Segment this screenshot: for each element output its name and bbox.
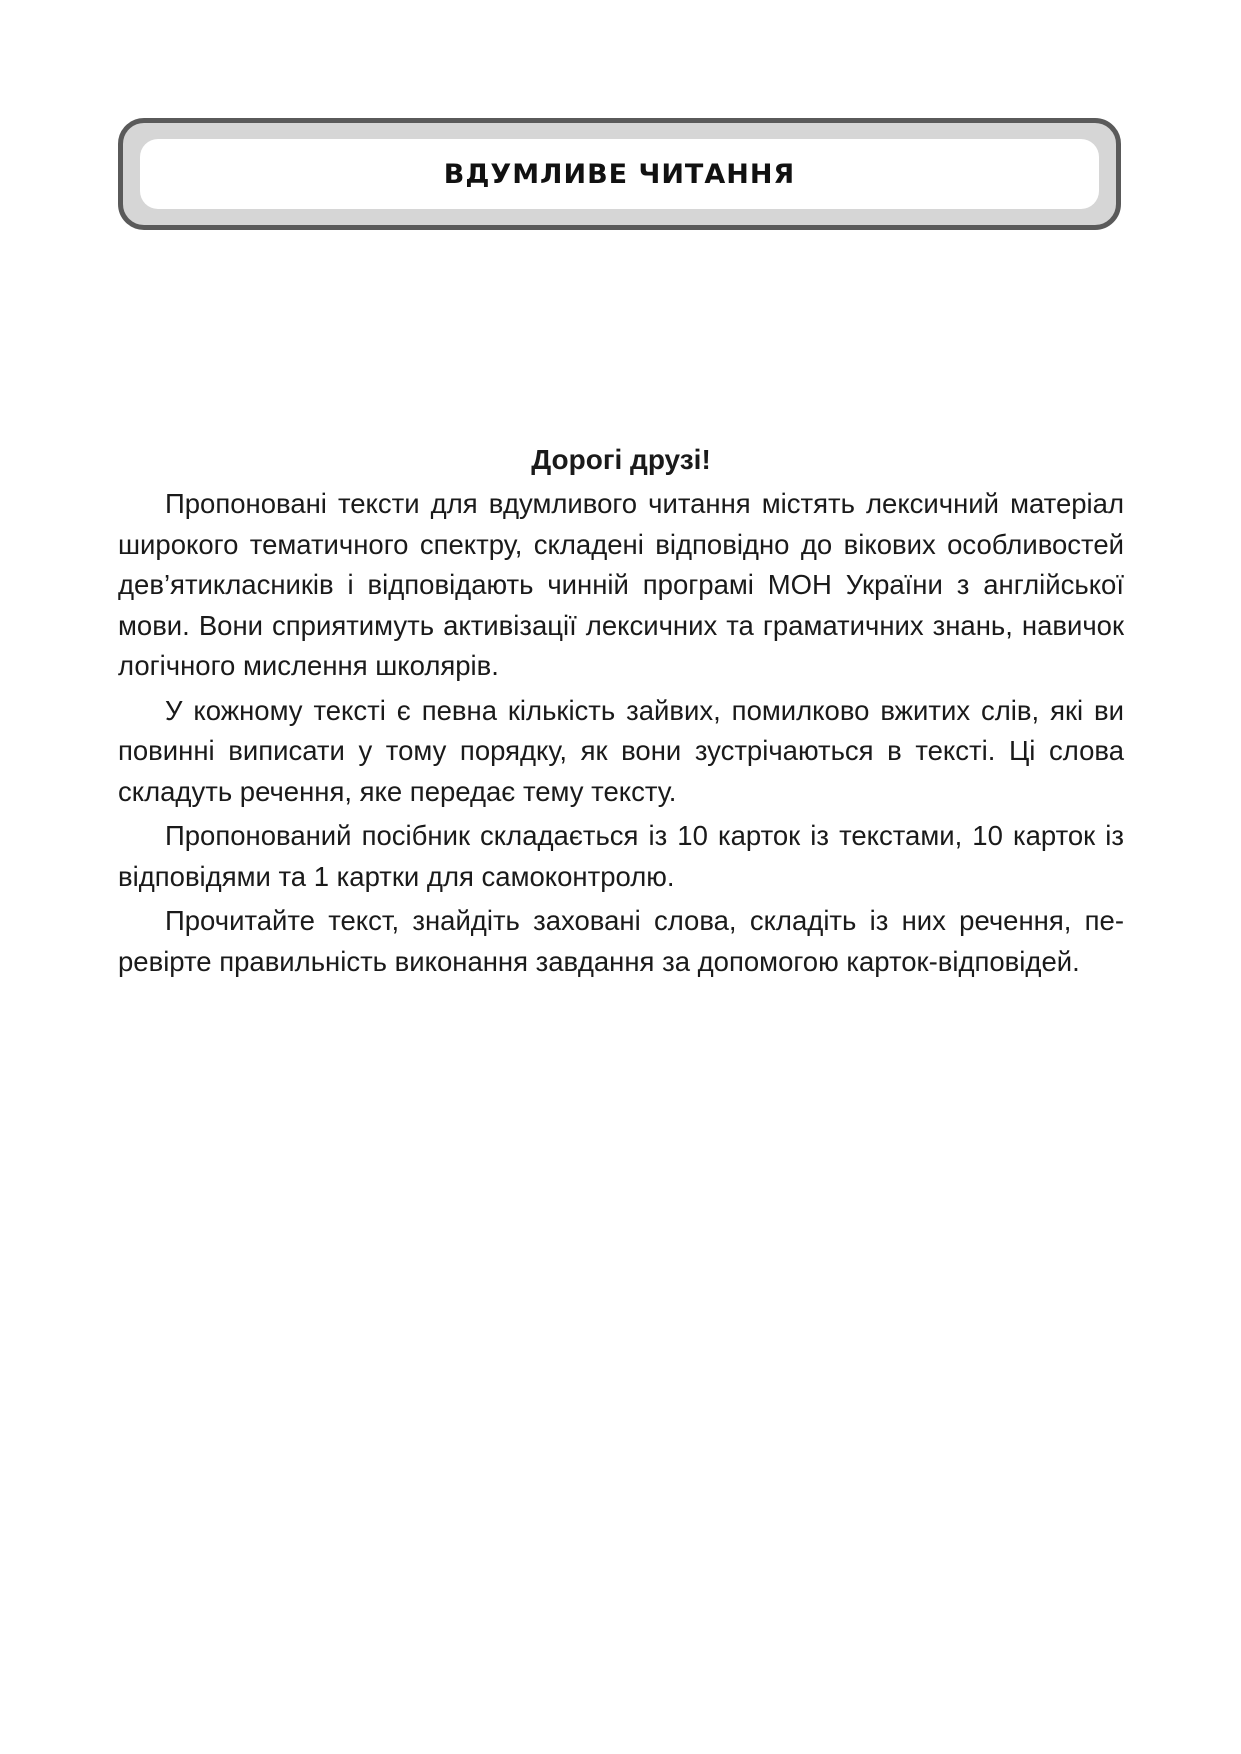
intro-text (118, 440, 1124, 986)
section-header (118, 118, 1121, 230)
paragraph: Пропоновані тексти для вдумливого читання містять лексичний матеріал широкого тематичного спектру, складені відповідно до вікових особливостей дев’ятикласників і відповідають чинній програмі МОН України з англійської мови. Вони сприятимуть активізації лексичних та граматичних знань, навичок логічного мислення школярів. (118, 488, 1124, 681)
paragraph: Пропонований посібник складається із 10 карток із текстами, 10 карток із відповідями та 1 картки для самоконтролю. (118, 820, 1124, 892)
section-title: ВДУМЛИВЕ ЧИТАННЯ (443, 158, 796, 190)
paragraph: У кожному тексті є певна кількість зайвих, помилково вжитих слів, які ви повинні виписати у тому порядку, як вони зустрічаються в тексті. Ці слова складуть речення, яке передає тему тексту. (118, 694, 1124, 807)
paragraph: Прочитайте текст, знайдіть заховані слова, складіть із них речення, перевірте правильність виконання завдання за допомогою карток-відповідей. (118, 905, 1124, 977)
greeting-heading: Дорогі друзі! (531, 444, 711, 475)
section-header-inner (140, 139, 1099, 209)
